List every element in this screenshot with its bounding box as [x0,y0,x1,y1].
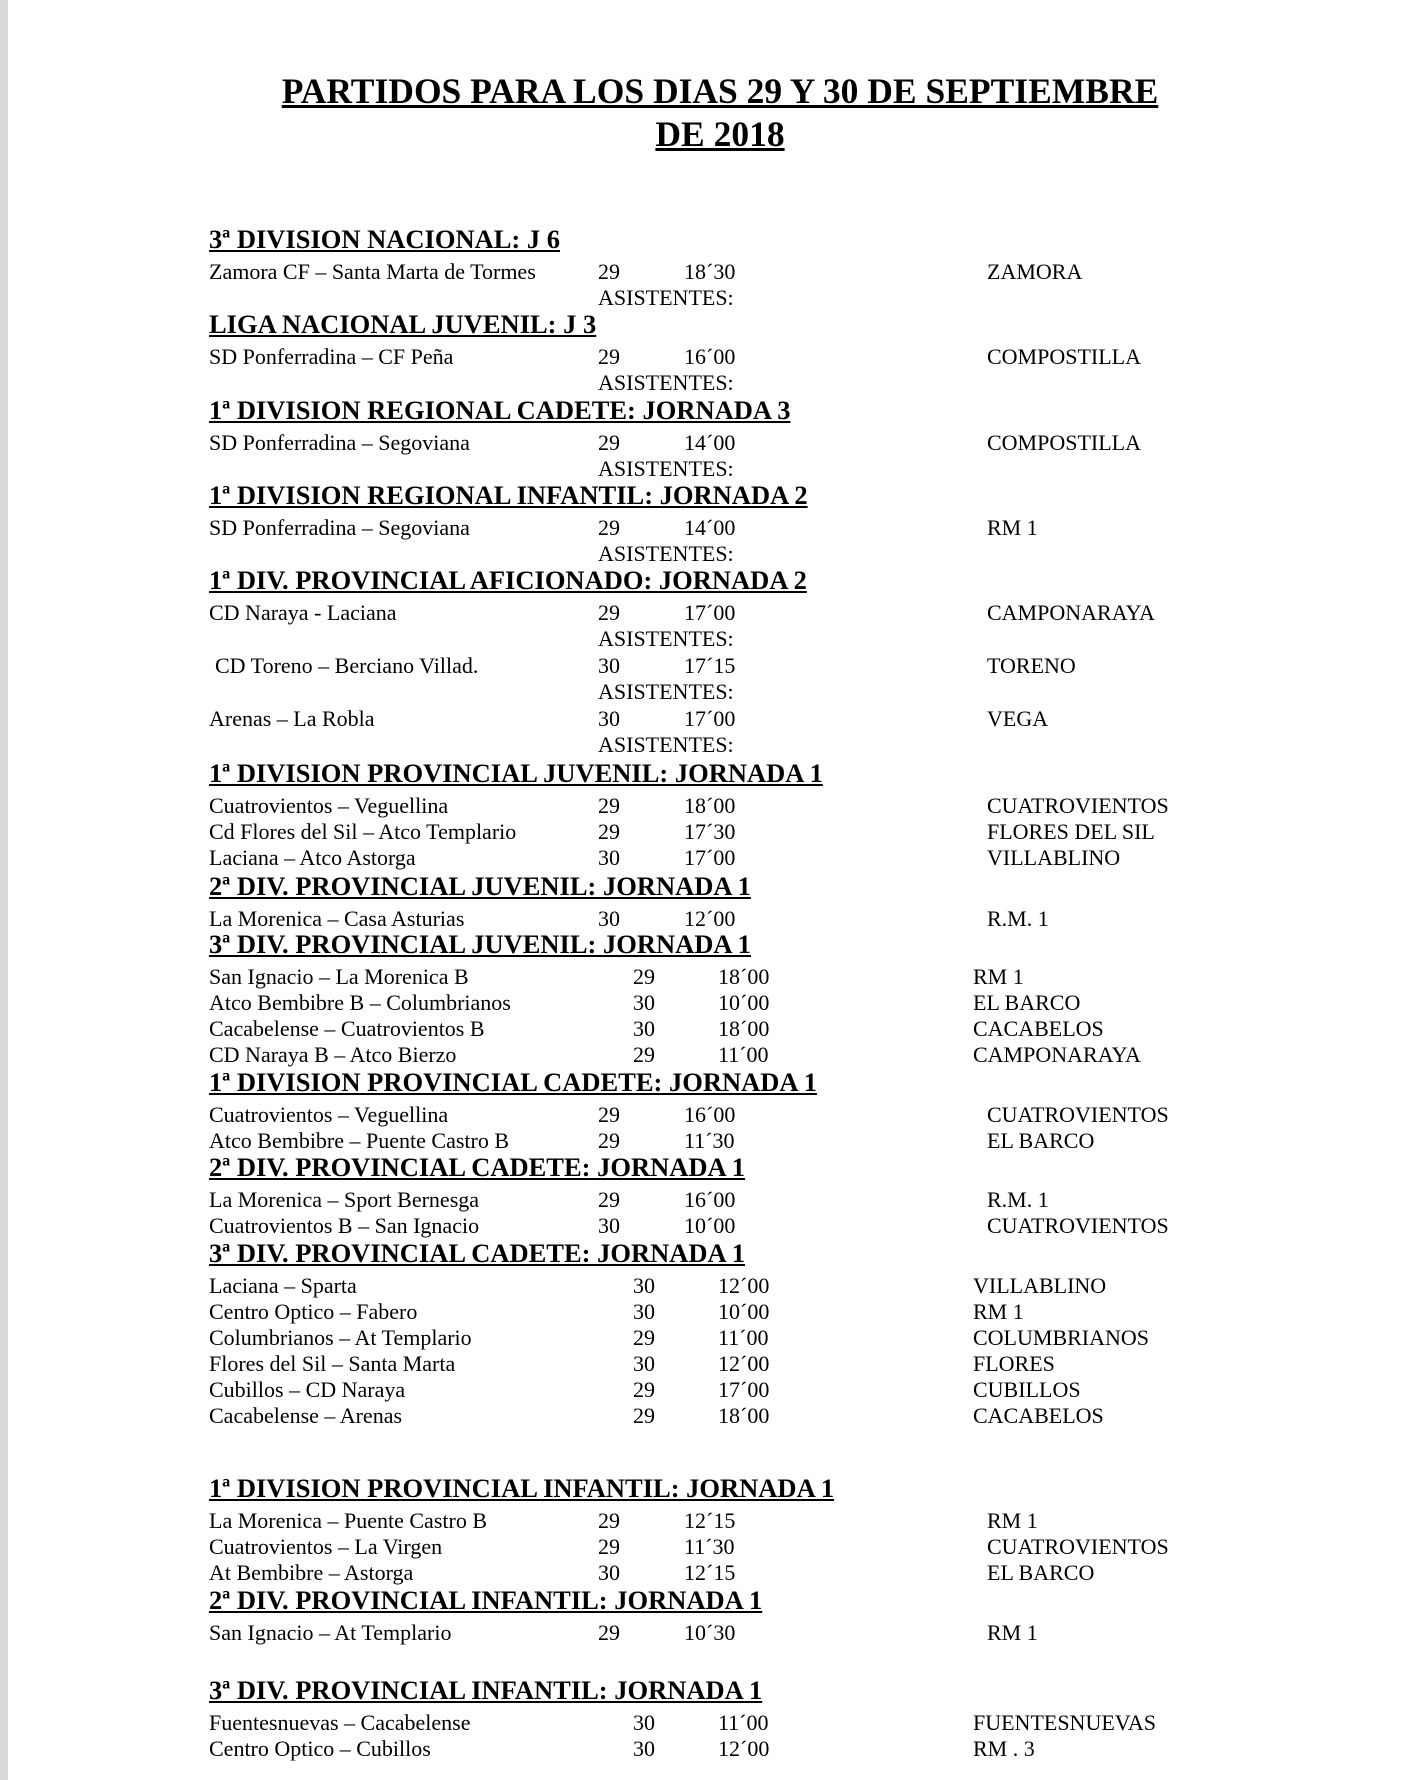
match-time: 10´00 [684,1213,736,1238]
match-venue: FUENTESNUEVAS [973,1710,1156,1735]
match-venue: R.M. 1 [987,906,1049,931]
match-day: 29 [598,430,620,455]
page-title-year: DE 2018 [655,114,785,154]
match-teams: Arenas – La Robla [209,706,375,731]
match-teams: San Ignacio – La Morenica B [209,964,469,989]
match-time: 11´00 [718,1042,769,1067]
match-teams: Cuatrovientos – Veguellina [209,1102,449,1127]
match-time: 14´00 [684,515,736,540]
match-teams: Cacabelense – Cuatrovientos B [209,1016,485,1041]
match-time: 18´00 [684,793,736,818]
match-teams: Cuatrovientos – Veguellina [209,793,449,818]
assistants-label: ASISTENTES: [598,626,734,651]
match-teams: Cuatrovientos B – San Ignacio [209,1213,480,1238]
match-time: 10´30 [684,1620,736,1645]
match-day: 29 [598,819,620,844]
match-time: 18´00 [718,1403,770,1428]
match-teams: CD Naraya B – Atco Bierzo [209,1042,457,1067]
match-teams: Laciana – Atco Astorga [209,845,416,870]
match-time: 11´00 [718,1710,769,1735]
match-time: 11´30 [684,1128,735,1153]
match-time: 12´15 [684,1508,736,1533]
match-venue: FLORES [973,1351,1055,1376]
match-venue: TORENO [987,653,1076,678]
match-time: 10´00 [718,990,770,1015]
match-teams: SD Ponferradina – Segoviana [209,515,470,540]
match-teams: Atco Bembibre – Puente Castro B [209,1128,510,1153]
match-venue: R.M. 1 [987,1187,1049,1212]
match-time: 17´00 [684,845,736,870]
match-venue: CUATROVIENTOS [987,1102,1169,1127]
section-heading: 3ª DIV. PROVINCIAL CADETE: JORNADA 1 [209,1238,746,1268]
match-time: 12´00 [718,1736,770,1761]
match-venue: RM 1 [987,1508,1038,1533]
section-heading: 2ª DIV. PROVINCIAL JUVENIL: JORNADA 1 [209,871,751,901]
match-time: 17´30 [684,819,736,844]
section-heading: 3ª DIV. PROVINCIAL JUVENIL: JORNADA 1 [209,929,751,959]
section-heading: 1ª DIVISION REGIONAL CADETE: JORNADA 3 [209,395,791,425]
match-time: 18´00 [718,964,770,989]
match-time: 16´00 [684,344,736,369]
match-venue: CAMPONARAYA [987,600,1155,625]
match-teams: Cd Flores del Sil – Atco Templario [209,819,517,844]
match-day: 30 [633,990,655,1015]
match-venue: FLORES DEL SIL [987,819,1155,844]
match-venue: CAMPONARAYA [973,1042,1141,1067]
match-venue: EL BARCO [987,1560,1095,1585]
match-day: 29 [598,515,620,540]
match-venue: RM 1 [973,1299,1024,1324]
match-day: 30 [633,1273,655,1298]
match-day: 30 [633,1351,655,1376]
match-venue: COMPOSTILLA [987,344,1142,369]
assistants-label: ASISTENTES: [598,679,734,704]
assistants-label: ASISTENTES: [598,370,734,395]
match-day: 30 [598,906,620,931]
match-venue: RM 1 [973,964,1024,989]
match-teams: Zamora CF – Santa Marta de Tormes [209,259,536,284]
match-teams: SD Ponferradina – CF Peña [209,344,454,369]
match-teams: La Morenica – Sport Bernesga [209,1187,480,1212]
match-day: 29 [598,1187,620,1212]
match-day: 30 [633,1736,655,1761]
match-teams: Columbrianos – At Templario [209,1325,472,1350]
match-venue: VILLABLINO [973,1273,1107,1298]
match-teams: Atco Bembibre B – Columbrianos [209,990,511,1015]
match-venue: RM 1 [987,515,1038,540]
match-venue: CACABELOS [973,1403,1104,1428]
match-day: 29 [633,964,655,989]
match-time: 11´00 [718,1325,769,1350]
match-time: 17´15 [684,653,736,678]
page-title: PARTIDOS PARA LOS DIAS 29 Y 30 DE SEPTIEMBRE [281,71,1159,111]
match-day: 29 [598,259,620,284]
match-time: 14´00 [684,430,736,455]
section-heading: 1ª DIVISION PROVINCIAL INFANTIL: JORNADA 1 [209,1473,835,1503]
match-day: 29 [633,1403,655,1428]
match-venue: ZAMORA [987,259,1083,284]
match-venue: EL BARCO [987,1128,1095,1153]
match-teams: SD Ponferradina – Segoviana [209,430,470,455]
match-day: 29 [598,1128,620,1153]
match-time: 16´00 [684,1187,736,1212]
match-time: 12´15 [684,1560,736,1585]
match-day: 29 [633,1042,655,1067]
section-heading: 3ª DIV. PROVINCIAL INFANTIL: JORNADA 1 [209,1675,763,1705]
match-venue: VILLABLINO [987,845,1121,870]
match-day: 29 [598,1508,620,1533]
section-heading: 1ª DIVISION PROVINCIAL JUVENIL: JORNADA 1 [209,758,823,788]
match-day: 30 [633,1016,655,1041]
match-day: 29 [633,1325,655,1350]
match-teams: CD Toreno – Berciano Villad. [215,653,479,678]
page-left-edge [0,0,8,1780]
assistants-label: ASISTENTES: [598,541,734,566]
match-venue: VEGA [987,706,1049,731]
match-venue: CUATROVIENTOS [987,1213,1169,1238]
match-day: 29 [633,1377,655,1402]
match-time: 17´00 [718,1377,770,1402]
match-venue: COLUMBRIANOS [973,1325,1150,1350]
match-venue: RM . 3 [973,1736,1035,1761]
match-time: 17´00 [684,600,736,625]
match-teams: Cacabelense – Arenas [209,1403,403,1428]
match-teams: Cubillos – CD Naraya [209,1377,406,1402]
match-day: 30 [598,653,620,678]
match-day: 29 [598,1534,620,1559]
match-time: 12´00 [718,1351,770,1376]
match-teams: At Bembibre – Astorga [209,1560,414,1585]
match-day: 29 [598,793,620,818]
match-venue: RM 1 [987,1620,1038,1645]
match-teams: Laciana – Sparta [209,1273,357,1298]
match-time: 17´00 [684,706,736,731]
match-time: 12´00 [718,1273,770,1298]
match-venue: CUATROVIENTOS [987,1534,1169,1559]
match-time: 16´00 [684,1102,736,1127]
match-day: 29 [598,1102,620,1127]
assistants-label: ASISTENTES: [598,285,734,310]
match-teams: Centro Optico – Cubillos [209,1736,431,1761]
match-teams: Fuentesnuevas – Cacabelense [209,1710,471,1735]
match-day: 30 [633,1299,655,1324]
match-teams: La Morenica – Casa Asturias [209,906,465,931]
match-day: 30 [598,845,620,870]
section-heading: LIGA NACIONAL JUVENIL: J 3 [209,309,597,339]
match-venue: CUBILLOS [973,1377,1081,1402]
match-teams: San Ignacio – At Templario [209,1620,452,1645]
section-heading: 1ª DIVISION REGIONAL INFANTIL: JORNADA 2 [209,480,808,510]
match-time: 18´00 [718,1016,770,1041]
match-day: 30 [633,1710,655,1735]
match-teams: Flores del Sil – Santa Marta [209,1351,456,1376]
section-heading: 1ª DIVISION PROVINCIAL CADETE: JORNADA 1 [209,1067,817,1097]
match-venue: CACABELOS [973,1016,1104,1041]
match-day: 29 [598,600,620,625]
match-day: 30 [598,1213,620,1238]
match-time: 18´30 [684,259,736,284]
match-teams: Cuatrovientos – La Virgen [209,1534,443,1559]
assistants-label: ASISTENTES: [598,732,734,757]
match-time: 10´00 [718,1299,770,1324]
match-day: 29 [598,344,620,369]
match-teams: Centro Optico – Fabero [209,1299,418,1324]
match-time: 12´00 [684,906,736,931]
match-day: 29 [598,1620,620,1645]
match-teams: La Morenica – Puente Castro B [209,1508,487,1533]
section-heading: 1ª DIV. PROVINCIAL AFICIONADO: JORNADA 2 [209,565,807,595]
section-heading: 2ª DIV. PROVINCIAL CADETE: JORNADA 1 [209,1152,746,1182]
match-day: 30 [598,1560,620,1585]
match-venue: COMPOSTILLA [987,430,1142,455]
match-venue: EL BARCO [973,990,1081,1015]
assistants-label: ASISTENTES: [598,456,734,481]
match-teams: CD Naraya - Laciana [209,600,397,625]
match-time: 11´30 [684,1534,735,1559]
match-venue: CUATROVIENTOS [987,793,1169,818]
section-heading: 3ª DIVISION NACIONAL: J 6 [209,224,561,254]
match-day: 30 [598,706,620,731]
section-heading: 2ª DIV. PROVINCIAL INFANTIL: JORNADA 1 [209,1585,763,1615]
